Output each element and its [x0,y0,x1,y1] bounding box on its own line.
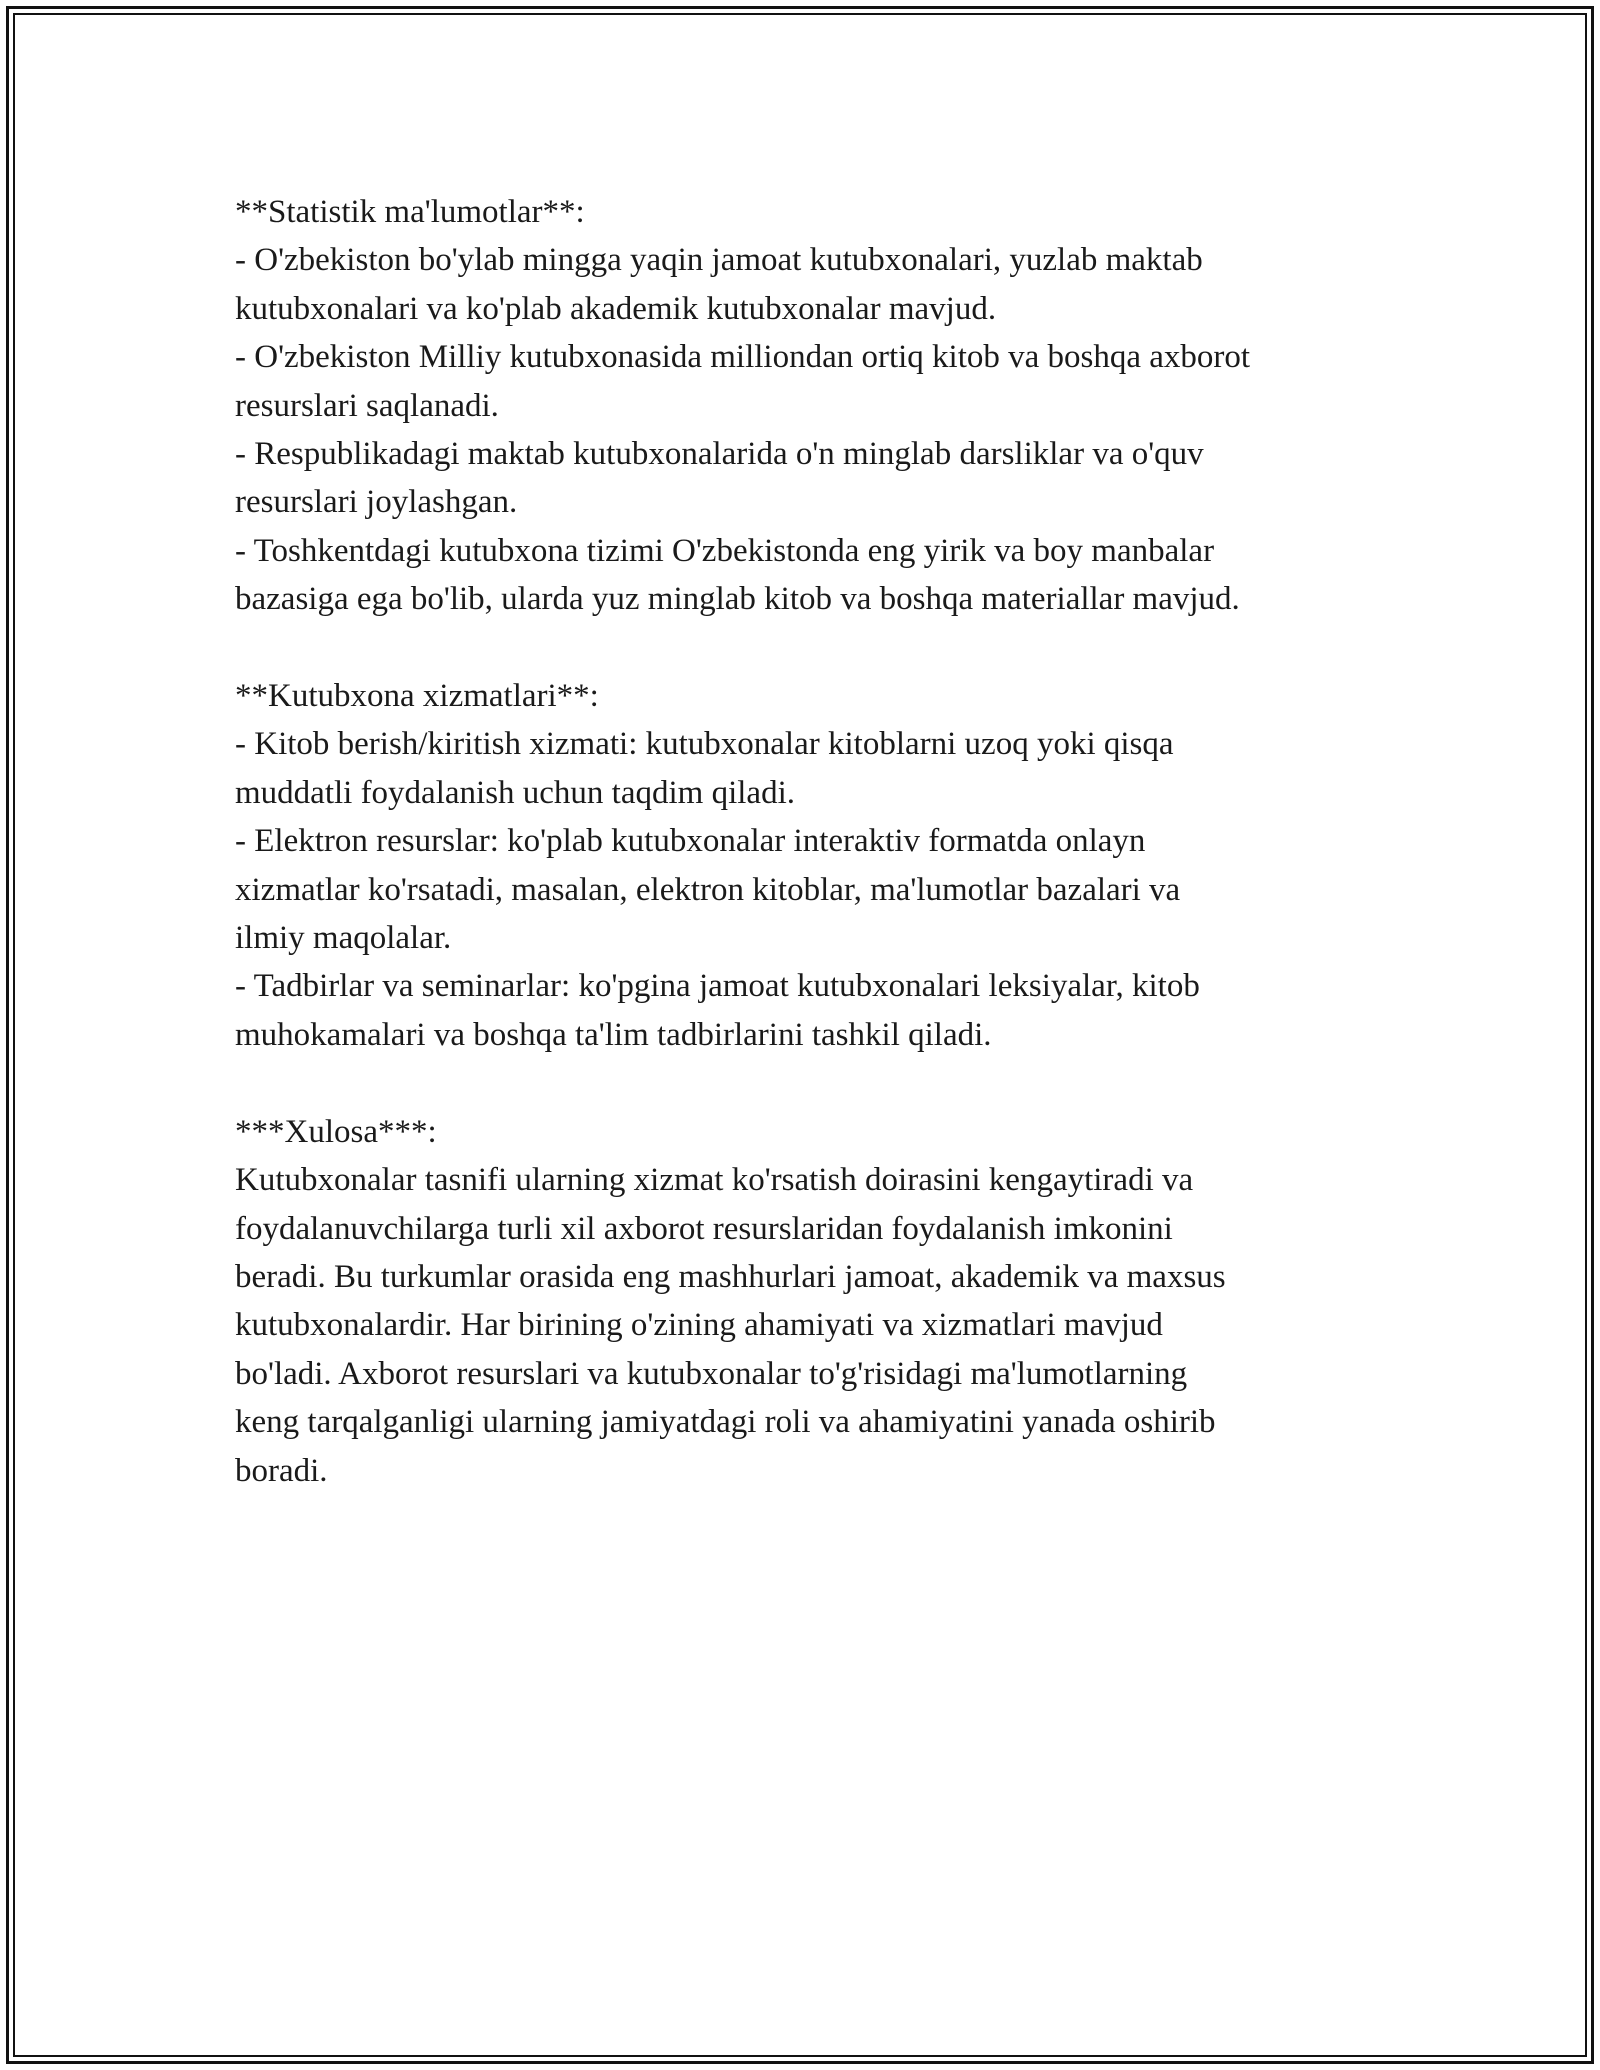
text-line: boradi. [235,1452,328,1489]
section-library-services [235,672,1395,1059]
text-line: bazasiga ega bo'lib, ularda yuz minglab kitob va boshqa materiallar mavjud. [235,581,1240,618]
text-line: ilmiy maqolalar. [235,920,452,957]
text-line: - Toshkentdagi kutubxona tizimi O'zbekistonda eng yirik va boy manbalar [235,532,1215,569]
section-heading: ***Xulosa***: [235,1113,437,1150]
text-line: - O'zbekiston Milliy kutubxonasida milliondan ortiq kitob va boshqa axborot [235,339,1251,376]
text-line: - Tadbirlar va seminarlar: ko'pgina jamoat kutubxonalari leksiyalar, kitob [235,968,1200,1005]
text-line: - Elektron resurslar: ko'plab kutubxonalar interaktiv formatda onlayn [235,823,1146,860]
text-line: xizmatlar ko'rsatadi, masalan, elektron kitoblar, ma'lumotlar bazalari va [235,871,1181,908]
text-line: - Kitob berish/kiritish xizmati: kutubxonalar kitoblarni uzoq yoki qisqa [235,726,1174,763]
text-line: - O'zbekiston bo'ylab mingga yaqin jamoat kutubxonalari, yuzlab maktab [235,242,1203,279]
text-line: muddatli foydalanish uchun taqdim qiladi. [235,774,795,811]
text-line: kutubxonalardir. Har birining o'zining ahamiyati va xizmatlari mavjud [235,1307,1163,1344]
section-conclusion [235,1108,1395,1495]
text-line: bo'ladi. Axborot resurslari va kutubxonalar to'g'risidagi ma'lumotlarning [235,1355,1188,1392]
section-heading: **Statistik ma'lumotlar**: [235,194,585,230]
text-line: resurslari saqlanadi. [235,387,499,424]
text-line: kutubxonalari va ko'plab akademik kutubxonalar mavjud. [235,290,997,327]
section-statistics [235,188,1395,624]
text-line: muhokamalari va boshqa ta'lim tadbirlarini tashkil qiladi. [235,1016,992,1053]
text-line: beradi. Bu turkumlar orasida eng mashhurlari jamoat, akademik va maxsus [235,1258,1226,1295]
section-heading: **Kutubxona xizmatlari**: [235,678,599,715]
text-line: resurslari joylashgan. [235,484,518,521]
text-line: Kutubxonalar tasnifi ularning xizmat ko'rsatish doirasini kengaytiradi va [235,1162,1194,1199]
text-line: - Respublikadagi maktab kutubxonalarida o'n minglab darsliklar va o'quv [235,436,1204,473]
document-body [235,188,1395,1543]
text-line: keng tarqalganligi ularning jamiyatdagi roli va ahamiyatini yanada oshirib [235,1404,1216,1441]
text-line: foydalanuvchilarga turli xil axborot resurslaridan foydalanish imkonini [235,1210,1173,1247]
